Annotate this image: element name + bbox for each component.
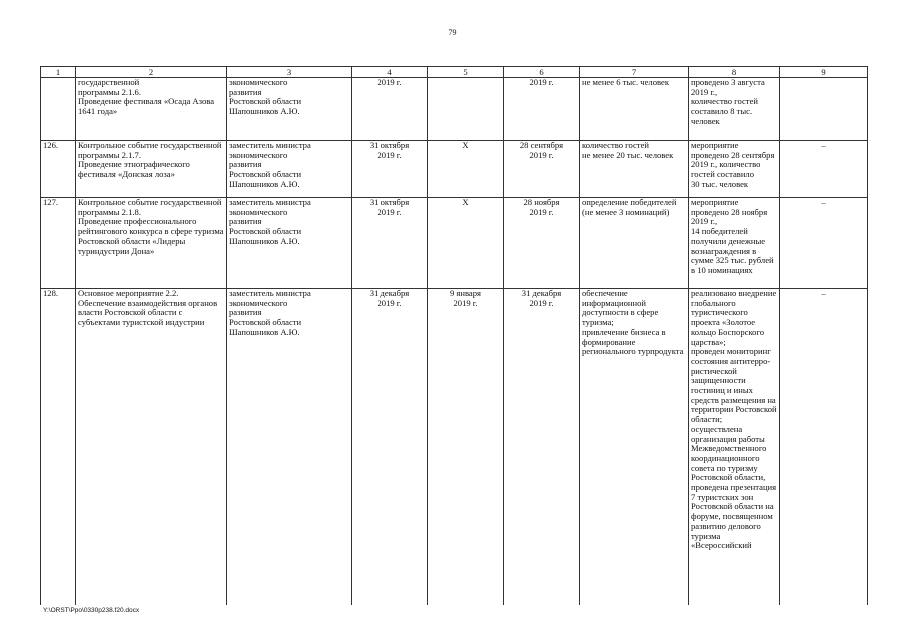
column-header: 3: [227, 67, 352, 78]
start-date: 9 января 2019 г.: [428, 289, 504, 605]
responsible-person: экономического развития Ростовской области Шапошников А.Ю.: [227, 78, 352, 141]
expected-result: количество гостей не менее 20 тыс. человек: [580, 141, 689, 198]
table-row: [41, 78, 868, 141]
actual-result: проведено 3 августа 2019 г., количество гостей составило 8 тыс. человек: [689, 78, 780, 141]
note: –: [780, 141, 868, 198]
start-date: Х: [428, 198, 504, 289]
actual-result: реализовано внедрение глобального туристического проекта «Золотое кольцо Боспорского царства»; проведен мониторинг состояния антитерро-ристической защищенности гостиниц и иных средств размещения на территории Ростовской области; осуществлена организация работы Межведомственного координационного совета по туризму Ростовской области, проведена презентация 7 туристских зон Ростовской области на форуме, посвященном развитию делового туризма «Всероссийский: [689, 289, 780, 605]
note: –: [780, 289, 868, 605]
start-date: Х: [428, 141, 504, 198]
actual-date: 28 сентября 2019 г.: [504, 141, 580, 198]
footer-file-path: Y:\ORST\Ppo\0330p238.f20.docx: [43, 607, 140, 614]
event-name: Основное мероприятие 2.2. Обеспечение взаимодействия органов власти Ростовской области с субъектами туристской индустрии: [76, 289, 227, 605]
table-row: [41, 289, 868, 605]
column-header: 4: [352, 67, 428, 78]
event-name: Контрольное событие государственной программы 2.1.8. Проведение профессионального рейтингового конкурса в сфере туризма Ростовской области «Лидеры туриндустрии Дона»: [76, 198, 227, 289]
column-header: 7: [580, 67, 689, 78]
expected-result: обеспечение информационной доступности в сфере туризма; привлечение бизнеса в формирование регионального турпродукта: [580, 289, 689, 605]
responsible-person: заместитель министра экономического развития Ростовской области Шапошников А.Ю.: [227, 289, 352, 605]
note: [780, 78, 868, 141]
row-number: 126.: [41, 141, 76, 198]
row-number: [41, 78, 76, 141]
planned-date: 31 октября 2019 г.: [352, 141, 428, 198]
table-row: [41, 141, 868, 198]
column-header: 9: [780, 67, 868, 78]
row-number: 127.: [41, 198, 76, 289]
event-name: государственной программы 2.1.6. Проведение фестиваля «Осада Азова 1641 года»: [76, 78, 227, 141]
table-row: [41, 198, 868, 289]
plan-table: [40, 66, 868, 605]
planned-date: 31 декабря 2019 г.: [352, 289, 428, 605]
column-header: 6: [504, 67, 580, 78]
actual-date: 28 ноября 2019 г.: [504, 198, 580, 289]
event-name: Контрольное событие государственной программы 2.1.7. Проведение этнографического фестиваля «Донская лоза»: [76, 141, 227, 198]
responsible-person: заместитель министра экономического развития Ростовской области Шапошников А.Ю.: [227, 198, 352, 289]
column-header: 1: [41, 67, 76, 78]
planned-date: 31 октября 2019 г.: [352, 198, 428, 289]
actual-result: мероприятие проведено 28 ноября 2019 г., 14 победителей получили денежные вознаграждения в сумме 325 тыс. рублей в 10 номинациях: [689, 198, 780, 289]
column-header: 8: [689, 67, 780, 78]
column-header: 5: [428, 67, 504, 78]
actual-result: мероприятие проведено 28 сентября 2019 г., количество гостей составило 30 тыс. человек: [689, 141, 780, 198]
actual-date: 31 декабря 2019 г.: [504, 289, 580, 605]
column-header: 2: [76, 67, 227, 78]
responsible-person: заместитель министра экономического развития Ростовской области Шапошников А.Ю.: [227, 141, 352, 198]
header-row: [41, 67, 868, 78]
page-number: 79: [448, 28, 457, 37]
expected-result: определение победителей (не менее 3 номинаций): [580, 198, 689, 289]
actual-date: 2019 г.: [504, 78, 580, 141]
start-date: [428, 78, 504, 141]
planned-date: 2019 г.: [352, 78, 428, 141]
note: –: [780, 198, 868, 289]
expected-result: не менее 6 тыс. человек: [580, 78, 689, 141]
row-number: 128.: [41, 289, 76, 605]
